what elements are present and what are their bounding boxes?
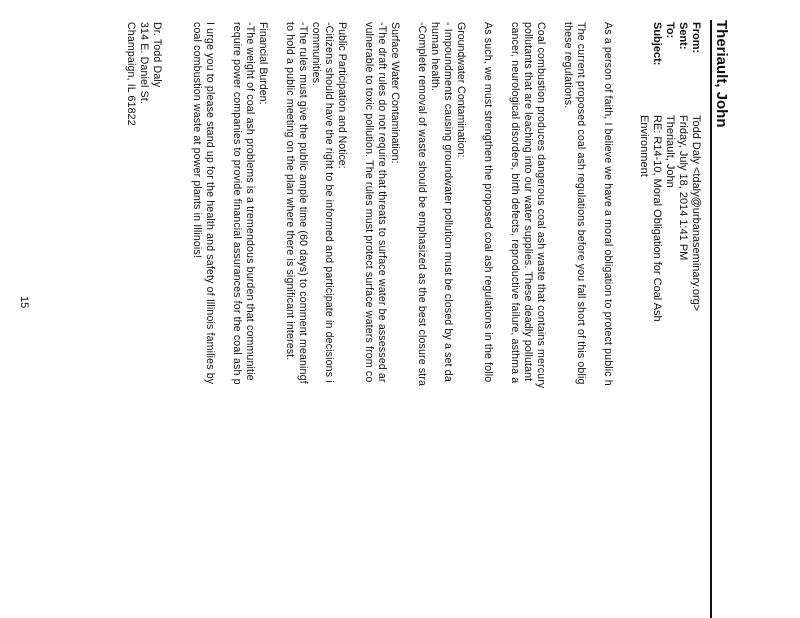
signature-street: 314 E. Daniel St. — [138, 22, 150, 105]
title-rule — [710, 20, 712, 618]
groundwater-item-1-line1: - Impoundments causing groundwater pollution must be closed by a set da — [442, 22, 454, 382]
groundwater-item-1-line2: human health. — [429, 22, 441, 92]
paragraph-coal-line1: Coal combustion produces dangerous coal ash waste that contains mercury — [535, 22, 547, 389]
sent-value: Friday, July 18, 2014 1:41 PM — [677, 115, 689, 261]
paragraph-coal-line2: pollutants that are leaching into our water supplies. These deadly pollutant — [522, 22, 534, 382]
from-label: From: — [690, 22, 702, 54]
from-value: Todd Daly <tdaly@urbanaseminary.org> — [690, 115, 702, 312]
surface-water-item-line2: vulnerable to toxic pollution. The rules must protect surface waters from co — [363, 22, 375, 383]
paragraph-current-line2: these regulations. — [562, 22, 574, 109]
signature-city: Champaign, IL 61822 — [125, 22, 137, 126]
public-item-1-line1: -Citizens should have the right to be informed and participate in decisions i — [323, 22, 335, 383]
surface-water-item-line1: -The draft rules do not require that threats to surface water be assessed ar — [376, 22, 388, 383]
groundwater-item-2: -Complete removal of waste should be emphasized as the best closure stra — [416, 22, 428, 387]
groundwater-heading: Groundwater Contamination: — [455, 22, 467, 158]
public-item-2-line1: -The rules must give the public ample time (60 days) to comment meaningf — [297, 22, 309, 384]
financial-burden-heading: Financial Burden: — [257, 22, 269, 105]
financial-item-line2: require power companies to provide financial assurances for the coal ash p — [231, 22, 243, 385]
to-value: Theriault, John — [664, 115, 676, 188]
document-title: Theriault, John — [713, 20, 730, 128]
sent-label: Sent: — [677, 22, 689, 50]
paragraph-intro: As a person of faith, I believe we have a moral obligation to protect public h — [602, 22, 614, 386]
subject-label: Subject: — [651, 22, 663, 66]
paragraph-current-line1: The current proposed coal ash regulations before you fall short of this oblig — [575, 22, 587, 385]
subject-value-line1: RE: R14-10, Moral Obligation for Coal Ash — [651, 115, 663, 322]
page-number: 15 — [18, 296, 30, 309]
surface-water-heading: Surface Water Contamination: — [389, 22, 401, 164]
public-participation-heading: Public Participation and Notice: — [336, 22, 348, 169]
closing-line1: I urge you to please stand up for the health and safety of Illinois families by — [204, 22, 216, 385]
public-item-2-line2: to hold a public meeting on the plan where there is significant interest. — [284, 22, 296, 361]
subject-value-line2: Environment — [638, 115, 650, 177]
paragraph-coal-line3: cancer, neurological disorders, birth defects, reproductive failure, asthma a — [509, 22, 521, 384]
financial-item-line1: -The weight of coal ash problems is a tremendous burden that communitie — [244, 22, 256, 381]
paragraph-as-such: As such, we must strengthen the proposed coal ash regulations in the follo — [482, 22, 494, 383]
signature-name: Dr. Todd Daly — [151, 22, 163, 88]
closing-line2: coal combustion waste at power plants in Illinois! — [191, 22, 203, 258]
to-label: To: — [664, 22, 676, 39]
public-item-1-line2: communities. — [310, 22, 322, 87]
